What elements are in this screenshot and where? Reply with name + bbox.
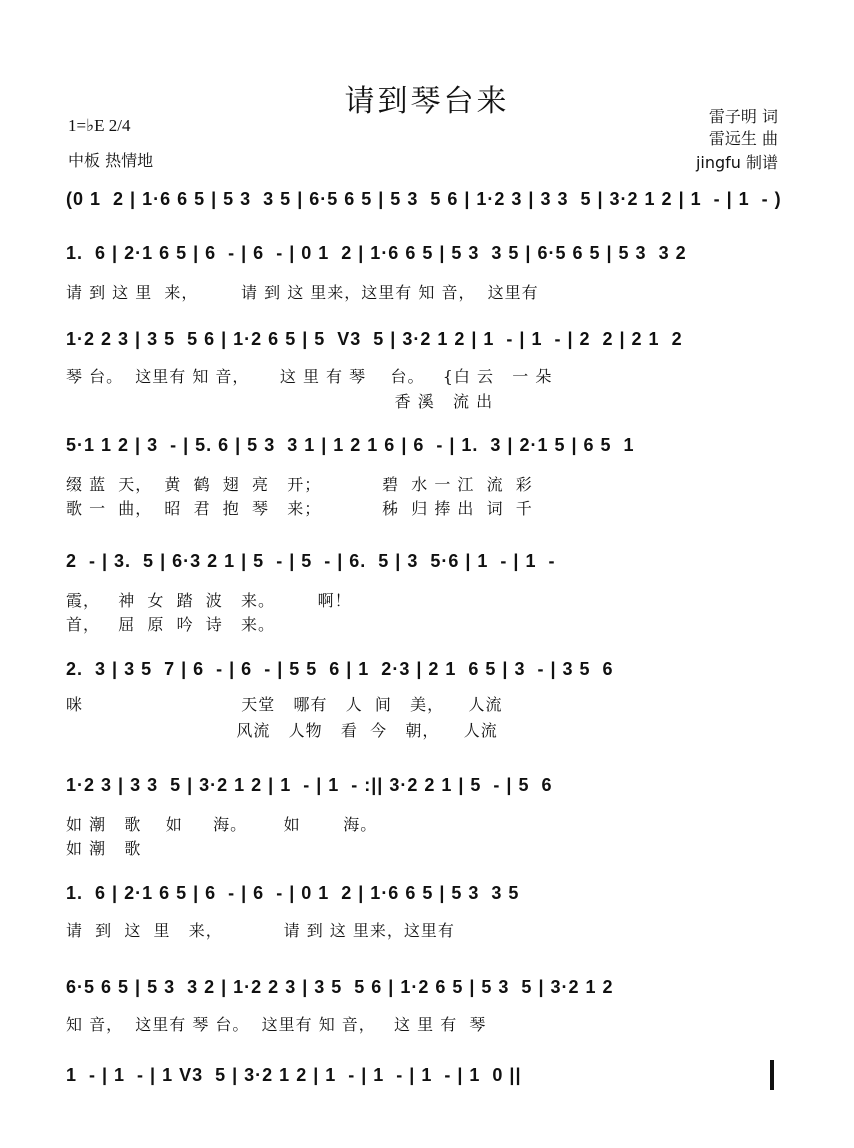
notation-line-4: 5·1 1 2 | 3 - | 5. 6 | 5 3 3 1 | 1 2 1 6 | 6 - | 1. 3 | 2·1 5 | 6 5 1 [66,435,635,455]
lyric-line-7a: 如 潮 歌 如 海。 如 海。 [66,815,378,834]
notation-line-7: 1·2 3 | 3 3 5 | 3·2 1 2 | 1 - | 1 - :|| 3·2 2 1 | 5 - | 5 6 [66,775,553,795]
lyric-line-6b: 风流 人物 看 今 朝， 人流 [66,721,498,740]
lyric-line-3a: 琴 台。 这里有 知 音， 这 里 有 琴 台。 {白 云 一 朵 [66,367,553,386]
final-barline [770,1060,774,1090]
notation-line-9: 6·5 6 5 | 5 3 3 2 | 1·2 2 3 | 3 5 5 6 | 1·2 6 5 | 5 3 5 | 3·2 1 2 [66,977,614,997]
lyricist-credit: 雷子明 词 [708,107,778,126]
notation-line-6: 2. 3 | 3 5 7 | 6 - | 6 - | 5 5 6 | 1 2·3 | 2 1 6 5 | 3 - | 3 5 6 [66,659,614,679]
key-signature: 1=♭E 2/4 [68,116,131,135]
notation-line-10: 1 - | 1 - | 1 V3 5 | 3·2 1 2 | 1 - | 1 - | 1 - | 1 0 || [66,1065,522,1085]
lyric-line-3b: 香 溪 流 出 [66,392,494,411]
notation-line-2: 1. 6 | 2·1 6 5 | 6 - | 6 - | 0 1 2 | 1·6 6 5 | 5 3 3 5 | 6·5 6 5 | 5 3 3 2 [66,243,687,263]
page-title: 请到琴台来 [344,84,510,119]
notation-line-1: (0 1 2 | 1·6 6 5 | 5 3 3 5 | 6·5 6 5 | 5 3 5 6 | 1·2 3 | 3 3 5 | 3·2 1 2 | 1 - | 1 - ) [66,189,782,209]
notation-line-3: 1·2 2 3 | 3 5 5 6 | 1·2 6 5 | 5 V3 5 | 3·2 1 2 | 1 - | 1 - | 2 2 | 2 1 2 [66,329,683,349]
lyric-line-4b: 歌 一 曲， 昭 君 抱 琴 来； 秭 归 捧 出 词 千 [66,499,533,518]
lyric-line-4a: 缀 蓝 天， 黄 鹤 翅 亮 开； 碧 水 一 江 流 彩 [66,475,533,494]
lyric-line-7b: 如 潮 歌 [66,839,142,858]
notation-line-8: 1. 6 | 2·1 6 5 | 6 - | 6 - | 0 1 2 | 1·6 6 5 | 5 3 3 5 [66,883,520,903]
lyric-line-5b: 首， 屈 原 吟 诗 来。 [66,615,276,634]
tempo-marking: 中板 热情地 [68,151,154,170]
lyric-line-8a: 请 到 这 里 来， 请 到 这 里来，这里有 [66,921,455,940]
lyric-line-6a: 咪 天堂 哪有 人 间 美， 人流 [66,695,503,714]
lyric-line-9a: 知 音， 这里有 琴 台。 这里有 知 音， 这 里 有 琴 [66,1015,487,1034]
lyric-line-2a: 请 到 这 里 来， 请 到 这 里来，这里有 知 音， 这里有 [66,283,539,302]
notation-line-5: 2 - | 3. 5 | 6·3 2 1 | 5 - | 5 - | 6. 5 | 3 5·6 | 1 - | 1 - [66,551,556,571]
engraver-credit: jingfu 制谱 [695,153,778,172]
lyric-line-5a: 霞， 神 女 踏 波 来。 啊！ [66,591,352,610]
composer-credit: 雷远生 曲 [708,129,778,148]
